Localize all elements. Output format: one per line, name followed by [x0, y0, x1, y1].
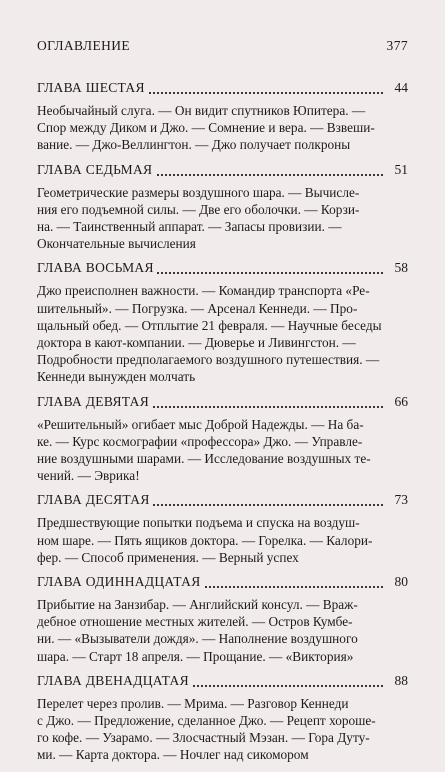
- chapter-summary: [37, 416, 408, 485]
- summary-line: на. — Таинственный аппарат. — Запасы провизии. —: [37, 219, 342, 235]
- chapter-summary: [37, 596, 408, 665]
- summary-line: чений. — Эврика!: [37, 468, 140, 484]
- toc-entry[interactable]: [37, 260, 408, 385]
- toc-entry-heading: [37, 162, 408, 183]
- toc-entry-heading: [37, 574, 408, 595]
- summary-line: шара. — Старт 18 апреля. — Прощание. — «Виктория»: [37, 648, 354, 664]
- chapter-page-number: 44: [392, 80, 409, 96]
- summary-line: ми. — Карта доктора. — Ночлег над сикомором: [37, 747, 309, 763]
- summary-line: вание. — Джо-Веллингтон. — Джо получает полкроны: [37, 137, 351, 153]
- toc-entry[interactable]: [37, 492, 408, 566]
- summary-line: ни. — «Вызыватели дождя». — Наполнение воздушного: [37, 631, 358, 647]
- summary-line: Кеннеди вынужден молчать: [37, 369, 196, 385]
- summary-line: Прибытие на Занзибар. — Английский консул. — Враж-: [37, 597, 358, 613]
- toc-entry[interactable]: [37, 673, 408, 764]
- summary-line: Перелет через пролив. — Мрима. — Разговор Кеннеди: [37, 695, 349, 711]
- chapter-summary: [37, 514, 408, 566]
- summary-line: Окончательные вычисления: [37, 236, 196, 252]
- toc-entry-heading: [37, 394, 408, 415]
- toc-entry-heading: [37, 80, 408, 101]
- toc-entry-heading: [37, 492, 408, 513]
- chapter-summary: [37, 282, 408, 385]
- toc-entry[interactable]: [37, 574, 408, 665]
- chapter-page-number: 51: [392, 162, 409, 178]
- summary-line: щальный обед. — Отплытие 21 февраля. — Научные беседы: [37, 317, 382, 333]
- page-header: [37, 38, 408, 60]
- chapter-title: ГЛАВА ДВЕНАДЦАТАЯ: [37, 673, 192, 689]
- summary-line: Геометрические размеры воздушного шара. — Вычисле-: [37, 184, 360, 200]
- summary-line: Спор между Диком и Джо. — Сомнение и вера. — Взвеши-: [37, 120, 375, 136]
- chapter-title: ГЛАВА ДЕСЯТАЯ: [37, 492, 153, 508]
- chapter-title: ГЛАВА ДЕВЯТАЯ: [37, 394, 152, 410]
- chapter-page-number: 66: [392, 394, 409, 410]
- summary-line: ном шаре. — Пять ящиков доктора. — Горелка. — Калори-: [37, 532, 373, 548]
- page-number: 377: [386, 38, 408, 53]
- summary-line: Необычайный слуга. — Он видит спутников Юпитера. —: [37, 103, 366, 118]
- summary-line: Подробности предполагаемого воздушного путешествия. —: [37, 352, 380, 368]
- toc-entry-heading: [37, 260, 408, 281]
- toc-entry[interactable]: [37, 394, 408, 485]
- summary-line: Джо преисполнен важности. — Командир транспорта «Ре-: [37, 283, 370, 299]
- chapter-title: ГЛАВА ШЕСТАЯ: [37, 80, 148, 96]
- summary-line: ние воздушными шарами. — Исследование воздушных те-: [37, 451, 371, 467]
- toc-entry[interactable]: [37, 162, 408, 253]
- chapter-page-number: 58: [392, 260, 409, 276]
- chapter-title: ГЛАВА ВОСЬМАЯ: [37, 260, 157, 276]
- chapter-page-number: 73: [392, 492, 409, 508]
- summary-line: с Джо. — Предложение, сделанное Джо. — Рецепт хороше-: [37, 713, 376, 729]
- chapter-title: ГЛАВА ОДИННАДЦАТАЯ: [37, 574, 204, 590]
- chapter-summary: [37, 102, 408, 154]
- chapter-summary: [37, 184, 408, 253]
- chapter-page-number: 80: [392, 574, 409, 590]
- toc-entry-heading: [37, 673, 408, 694]
- toc-entry[interactable]: [37, 80, 408, 154]
- summary-line: шительный». — Погрузка. — Арсенал Кеннеди. — Про-: [37, 300, 358, 316]
- table-of-contents: [37, 80, 408, 772]
- summary-line: дебное отношение местных жителей. — Остров Кумбе-: [37, 614, 353, 630]
- summary-line: фер. — Способ применения. — Верный успех: [37, 549, 299, 565]
- summary-line: ке. — Курс космографии «профессора» Джо. — Управле-: [37, 433, 363, 449]
- summary-line: Предшествующие попытки подъема и спуска на воздуш-: [37, 515, 360, 531]
- summary-line: ния его подъемной силы. — Две его оболочки. — Корзи-: [37, 201, 360, 217]
- chapter-page-number: 88: [392, 673, 409, 689]
- chapter-title: ГЛАВА СЕДЬМАЯ: [37, 162, 155, 178]
- chapter-summary: [37, 695, 408, 764]
- running-title: ОГЛАВЛЕНИЕ: [37, 38, 131, 53]
- summary-line: доктора в кают-компании. — Дюверье и Ливингстон. —: [37, 335, 356, 351]
- summary-line: го кофе. — Узарамо. — Злосчастный Мэзан. — Гора Дуту-: [37, 730, 370, 746]
- summary-line: «Решительный» огибает мыс Доброй Надежды. — На ба-: [37, 416, 364, 432]
